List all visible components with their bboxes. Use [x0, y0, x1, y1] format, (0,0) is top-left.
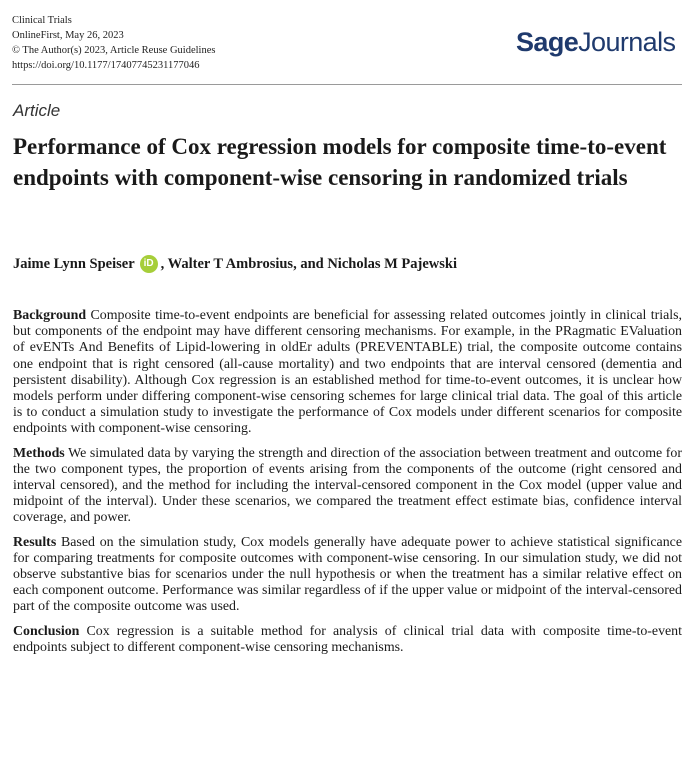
background-text: Composite time-to-event endpoints are beneficial for assessing related outcomes jointly in clinical trials, but components of the endpoint may have different censoring mechanisms. For example, in the PRagmatic EValuation of evENTs And Benefits of Lipid-lowering in oldEr adults (PREVENTABLE) trial, the composite outcome contains one endpoint that is right censored (all-cause mortality) and two endpoints that are interval censored (dementia and persistent disability). Although Cox regression is an established method for time-to-event outcomes, it is unclear how models perform under differing component-wise censoring schemes for large clinical trial data. The goal of this article is to conduct a simulation study to investigate the performance of Cox models under different scenarios for composite endpoints with component-wise censoring. — [13, 308, 682, 437]
journal-info — [12, 13, 215, 73]
conclusion-text: Cox regression is a suitable method for analysis of clinical trial data with composite time-to-event endpoints subject to different component-wise censoring mechanisms. — [13, 623, 682, 655]
author-list — [13, 255, 457, 273]
copyright-line[interactable]: © The Author(s) 2023, Article Reuse Guidelines — [12, 45, 216, 56]
conclusion-heading: Conclusion — [13, 623, 80, 639]
results-heading: Results — [13, 534, 57, 550]
header-divider — [12, 84, 682, 85]
author-speiser[interactable]: Jaime Lynn Speiser — [13, 255, 135, 272]
orcid-icon[interactable]: iD — [140, 255, 158, 273]
abstract-background — [13, 308, 682, 438]
methods-heading: Methods — [13, 445, 65, 461]
results-text: Based on the simulation study, Cox models generally have adequate power to achieve statistical significance for comparing treatments for composite outcomes with component-wise censoring. In our simulation study, we did not observe substantive bias for scenarios under the null hypothesis or when the treatment has a similar relative effect on each component outcome. Performance was similar regardless of if the upper value or midpoint of the interval-censored part of the composite outcome was used. — [13, 534, 682, 615]
author-rest[interactable]: , Walter T Ambrosius, and Nicholas M Pajewski — [160, 255, 458, 272]
abstract-results — [13, 535, 682, 616]
methods-text: We simulated data by varying the strength and direction of the association between treatment and outcome for the two component types, the proportion of events arising from the components of the outcome (right censored and interval censored), and the method for including the interval-censored component in the Cox model (upper value and midpoint of the interval). Under these scenarios, we compared the treatment effect estimate bias, confidence interval coverage, and power. — [13, 445, 682, 526]
journal-name: Clinical Trials — [12, 15, 72, 26]
doi-link[interactable]: https://doi.org/10.1177/17407745231177046 — [12, 60, 200, 71]
article-type: Article — [13, 101, 61, 120]
online-first-date: OnlineFirst, May 26, 2023 — [12, 30, 124, 41]
article-title: Performance of Cox regression models for composite time-to-event endpoints with component-wise censoring in randomized trials — [13, 134, 667, 190]
abstract-methods — [13, 446, 682, 527]
logo-word-sage: Sage — [516, 27, 579, 57]
abstract — [13, 308, 682, 664]
abstract-conclusion — [13, 624, 682, 656]
background-heading: Background — [13, 308, 87, 323]
logo-word-journals: Journals — [578, 27, 676, 57]
sage-journals-logo[interactable] — [516, 27, 675, 58]
